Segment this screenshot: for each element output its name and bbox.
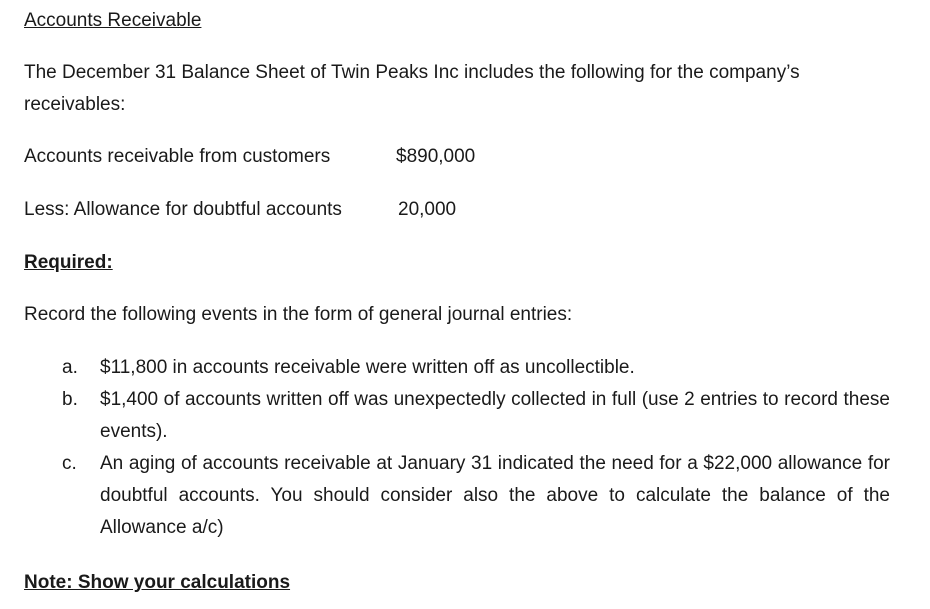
balance-sheet-value: 20,000 <box>398 199 457 220</box>
list-marker: b. <box>62 389 78 410</box>
section-heading: Accounts Receivable <box>24 10 202 31</box>
list-item-text: $1,400 of accounts written off was unexpectedly collected in full (use 2 entries to record these events). <box>100 389 890 442</box>
required-label: Required: <box>24 252 113 273</box>
intro-paragraph: The December 31 Balance Sheet of Twin Peaks Inc includes the following for the company’s receivables: <box>24 62 800 115</box>
list-item <box>24 352 890 384</box>
journal-event-list <box>24 352 890 544</box>
list-marker: c. <box>62 453 77 474</box>
list-marker: a. <box>62 357 78 378</box>
balance-sheet-label: Accounts receivable from customers <box>24 146 331 167</box>
list-item <box>24 384 890 448</box>
balance-sheet-row <box>24 141 476 173</box>
balance-sheet-label: Less: Allowance for doubtful accounts <box>24 199 342 220</box>
document-page <box>24 0 914 609</box>
list-item <box>24 448 890 544</box>
note-text: Note: Show your calculations <box>24 572 291 593</box>
list-item-text: An aging of accounts receivable at January 31 indicated the need for a $22,000 allowance for doubtful accounts. You should consider also the above to calculate the balance of the Allowance a/c) <box>100 453 890 538</box>
balance-sheet-value: $890,000 <box>396 146 476 167</box>
list-item-text: $11,800 in accounts receivable were written off as uncollectible. <box>100 357 635 378</box>
balance-sheet-row <box>24 194 457 226</box>
instruction-text: Record the following events in the form of general journal entries: <box>24 304 573 325</box>
